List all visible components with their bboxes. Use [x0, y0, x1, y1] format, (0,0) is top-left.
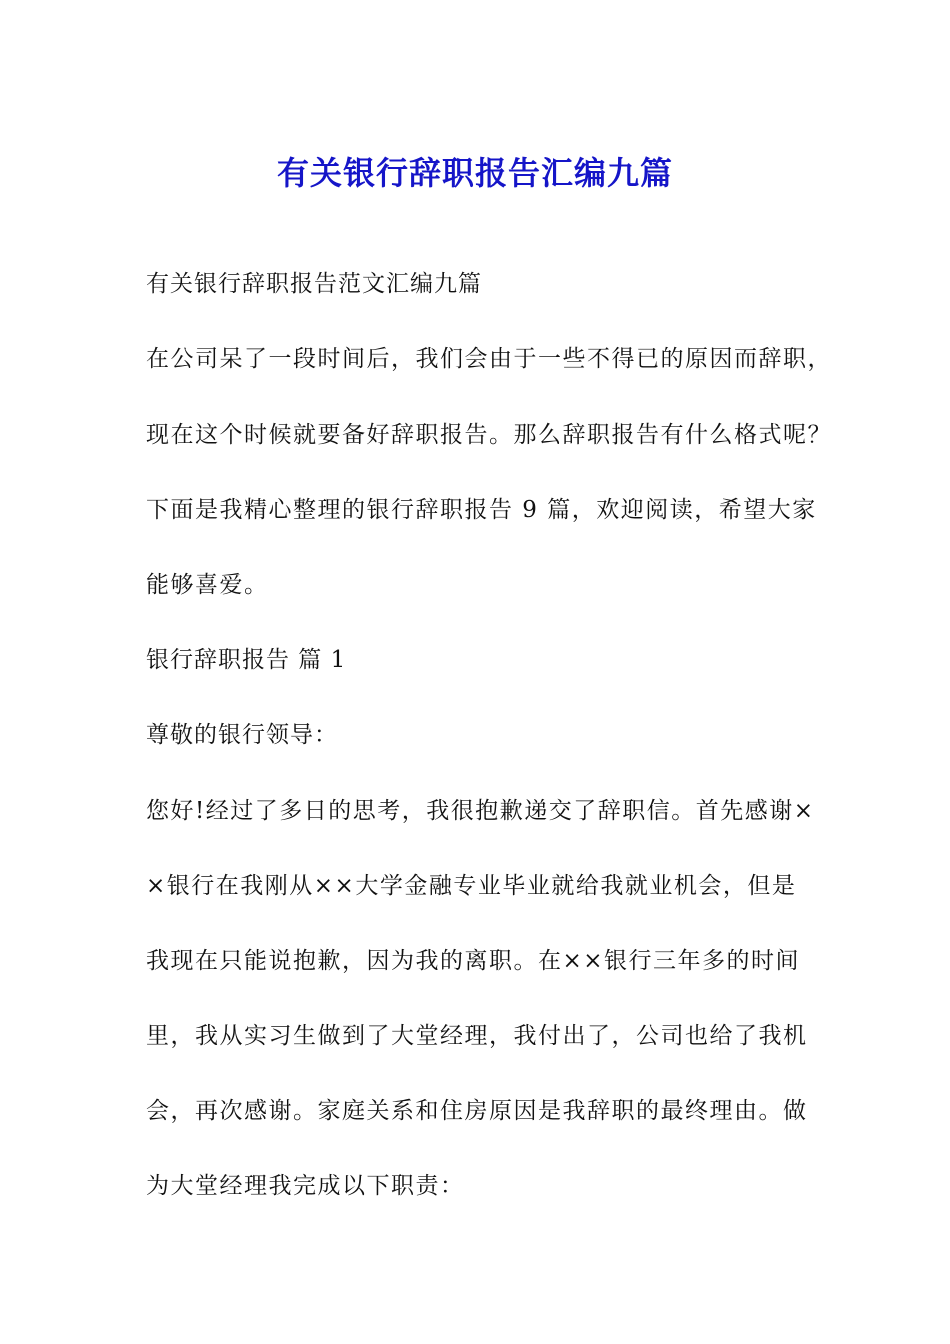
- body-line-1: 您好!经过了多日的思考，我很抱歉递交了辞职信。首先感谢×: [146, 798, 815, 824]
- intro-line-2: 现在这个时候就要备好辞职报告。那么辞职报告有什么格式呢？: [146, 422, 832, 448]
- document-title: 有关银行辞职报告汇编九篇: [276, 154, 673, 193]
- intro-line-4: 能够喜爱。: [146, 572, 269, 598]
- intro-line-3: 下面是我精心整理的银行辞职报告 9 篇，欢迎阅读，希望大家: [146, 497, 817, 523]
- section-heading: 银行辞职报告 篇 1: [146, 647, 347, 673]
- body-line-4: 里，我从实习生做到了大堂经理，我付出了，公司也给了我机: [146, 1023, 808, 1049]
- body-line-2: ×银行在我刚从××大学金融专业毕业就给我就业机会，但是: [146, 873, 797, 899]
- intro-line-1: 在公司呆了一段时间后，我们会由于一些不得已的原因而辞职，: [146, 346, 832, 372]
- salutation: 尊敬的银行领导：: [146, 722, 338, 748]
- subtitle-line: 有关银行辞职报告范文汇编九篇: [146, 271, 482, 297]
- body-line-3: 我现在只能说抱歉，因为我的离职。在××银行三年多的时间: [146, 948, 801, 974]
- body-line-5: 会，再次感谢。家庭关系和住房原因是我辞职的最终理由。做: [146, 1098, 808, 1124]
- body-line-6: 为大堂经理我完成以下职责：: [146, 1173, 465, 1199]
